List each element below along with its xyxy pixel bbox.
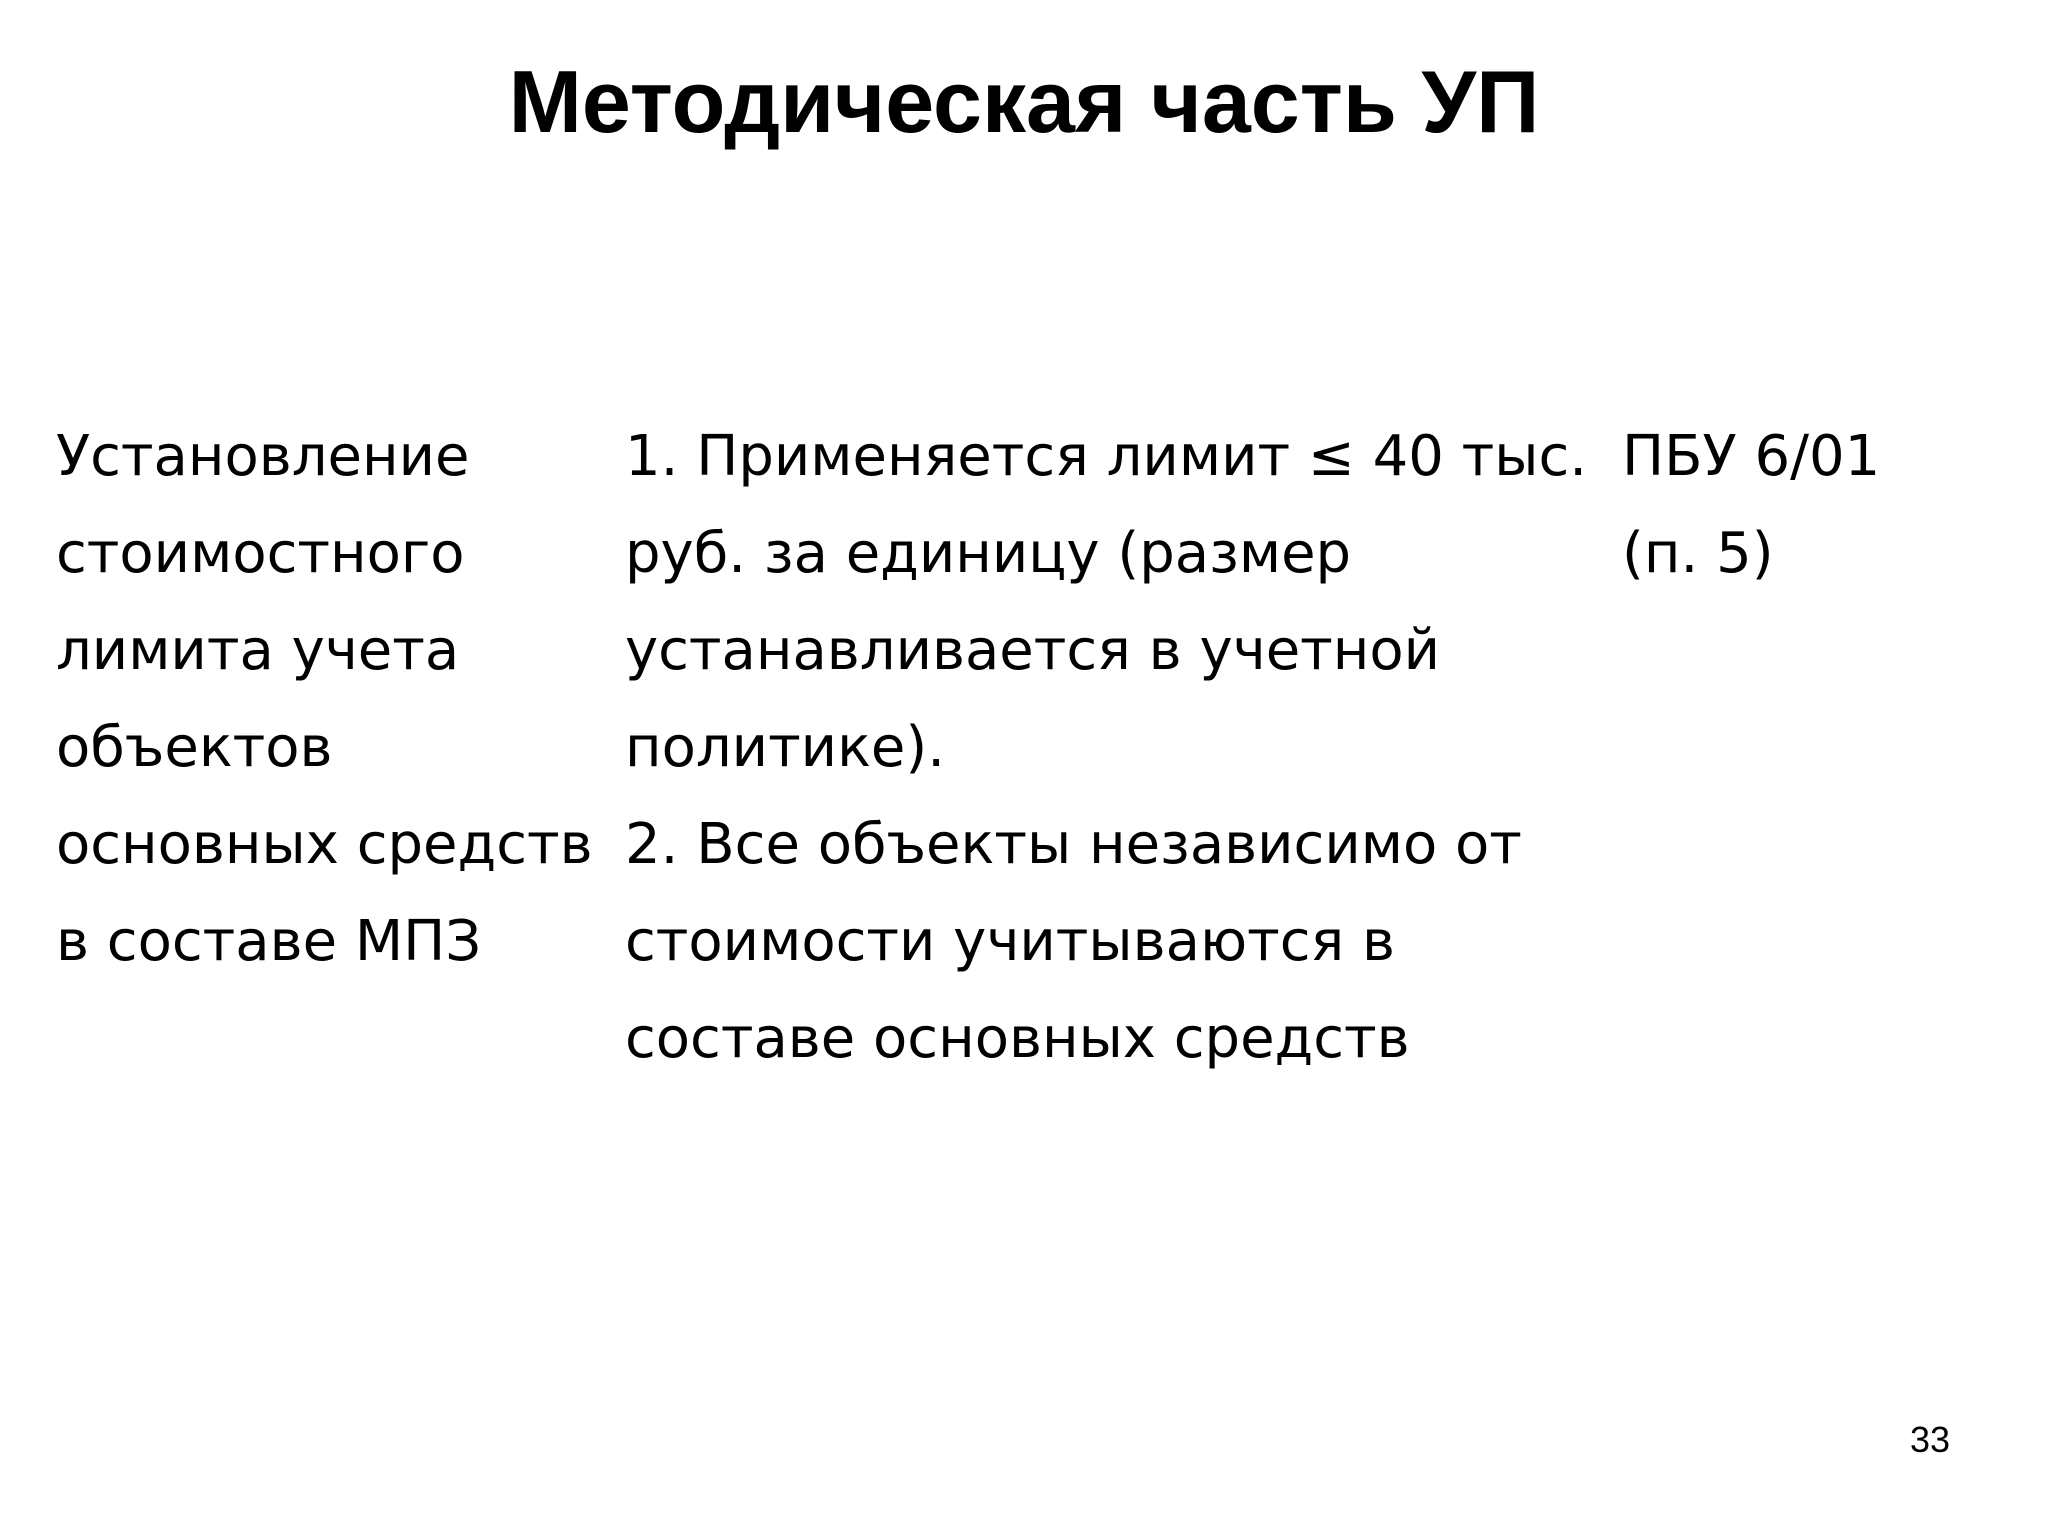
description-line: 2. Все объекты независимо от [625,812,1522,877]
description-line: устанавливается в учетной [625,618,1441,683]
topic-line: Установление [56,424,470,489]
description-line: политике). [625,715,946,780]
topic-line: в составе МПЗ [56,909,482,974]
description-line: составе основных средств [625,1006,1410,1071]
description-line: 1. Применяется лимит ≤ 40 тыс. [625,424,1588,489]
topic-line: лимита учета [56,618,460,683]
page-number: 33 [1909,1419,1950,1460]
topic-line: объектов [56,715,333,780]
description-line: руб. за единицу (размер [625,521,1352,586]
description-line: стоимости учитываются в [625,909,1395,974]
topic-cell [56,408,593,990]
reference-line: (п. 5) [1622,521,1774,586]
topic-line: стоимостного [56,521,465,586]
slide-title: Методическая часть УП [508,52,1540,151]
topic-line: основных средств [56,812,593,877]
reference-line: ПБУ 6/01 [1622,424,1881,489]
reference-cell [1622,408,1880,602]
description-cell [625,408,1587,1087]
